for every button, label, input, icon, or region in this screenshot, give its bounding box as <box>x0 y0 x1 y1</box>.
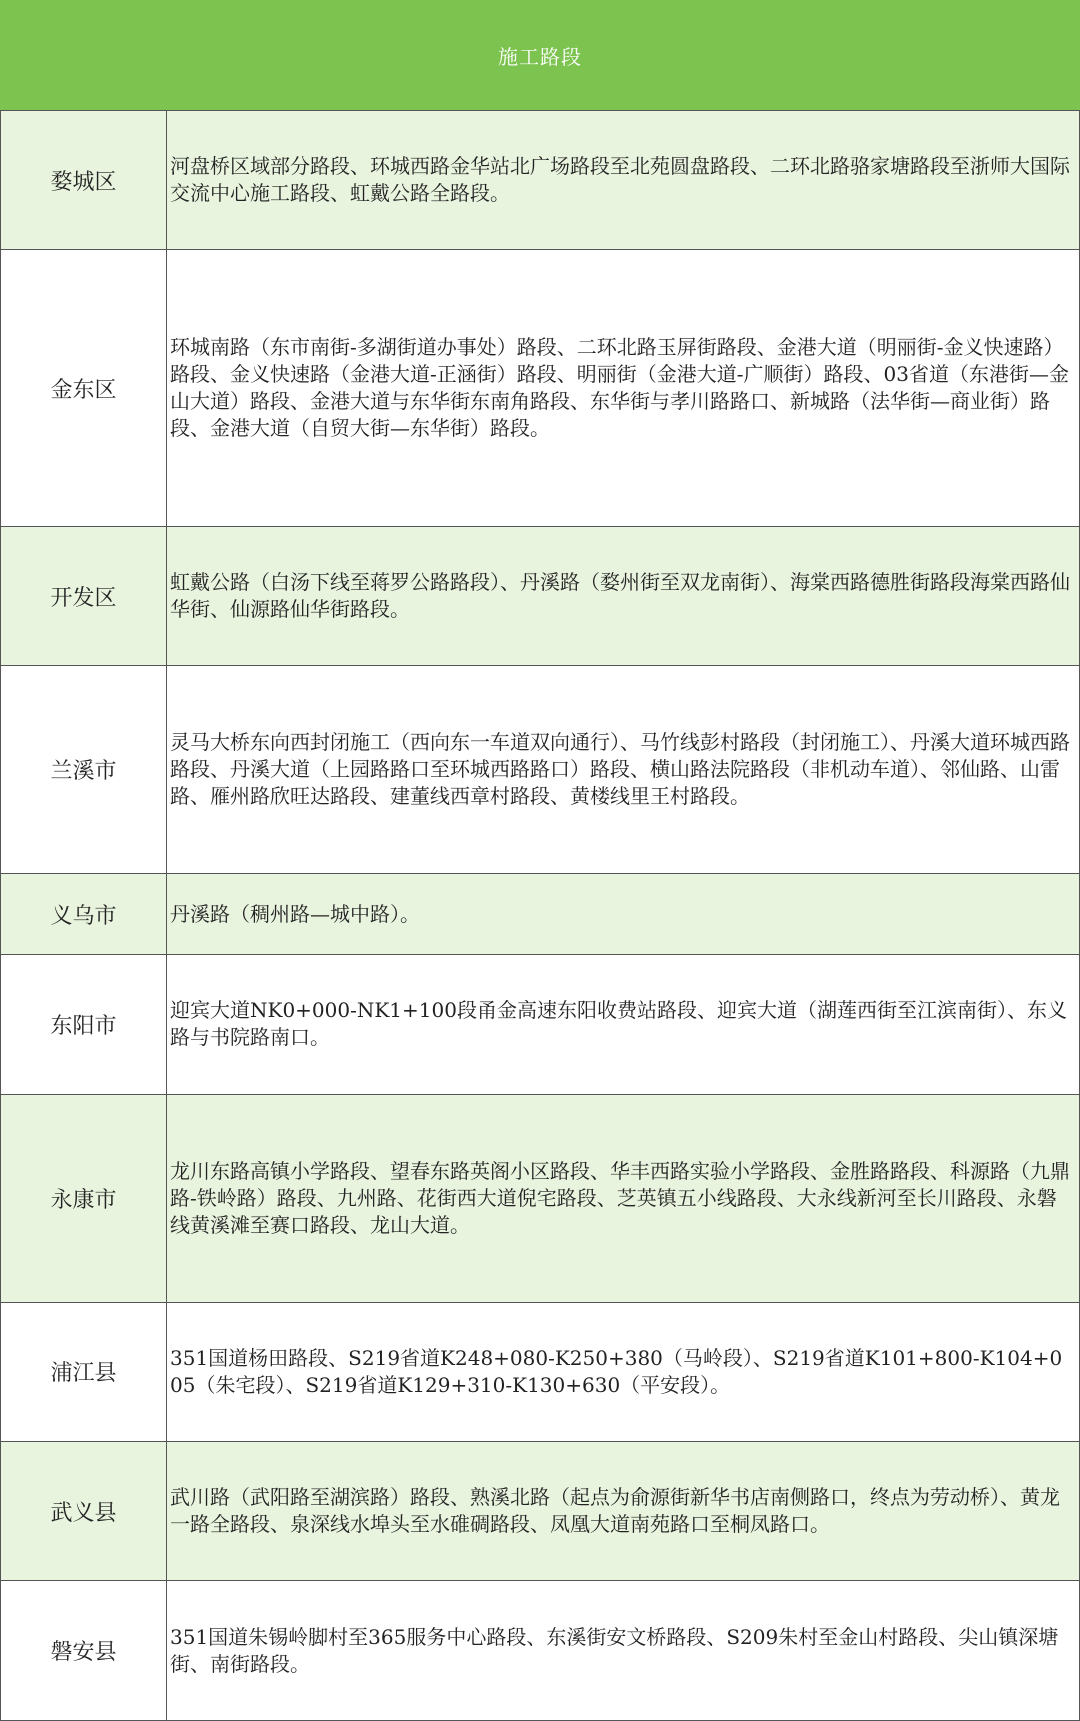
table-row <box>1 874 1080 955</box>
roads-cell: 虹戴公路（白汤下线至蒋罗公路路段）、丹溪路（婺州街至双龙南街）、海棠西路德胜街路段海棠西路仙华街、仙源路仙华街路段。 <box>167 526 1080 665</box>
district-cell: 义乌市 <box>1 874 167 955</box>
roads-cell: 环城南路（东市南街-多湖街道办事处）路段、二环北路玉屏街路段、金港大道（明丽街-金义快速路）路段、金义快速路（金港大道-正涵街）路段、明丽街（金港大道-广顺街）路段、03省道（东港街—金山大道）路段、金港大道与东华街东南角路段、东华街与孝川路路口、新城路（法华街—商业街）路段、金港大道（自贸大街—东华街）路段。 <box>167 250 1080 526</box>
district-cell: 永康市 <box>1 1094 167 1302</box>
roads-cell: 丹溪路（稠州路—城中路）。 <box>167 874 1080 955</box>
roads-cell: 武川路（武阳路至湖滨路）路段、熟溪北路（起点为俞源街新华书店南侧路口，终点为劳动桥）、黄龙一路全路段、泉深线水埠头至水碓碉路段、凤凰大道南苑路口至桐凤路口。 <box>167 1442 1080 1581</box>
district-cell: 浦江县 <box>1 1302 167 1441</box>
construction-table <box>0 110 1080 1721</box>
table-row <box>1 250 1080 526</box>
district-cell: 磐安县 <box>1 1581 167 1721</box>
district-cell: 兰溪市 <box>1 666 167 874</box>
roads-cell: 351国道杨田路段、S219省道K248+080-K250+380（马岭段）、S219省道K101+800-K104+005（朱宅段）、S219省道K129+310-K130+630（平安段）。 <box>167 1302 1080 1441</box>
table-row <box>1 1094 1080 1302</box>
district-cell: 婺城区 <box>1 111 167 250</box>
table-row <box>1 526 1080 665</box>
table-row <box>1 111 1080 250</box>
roads-cell: 灵马大桥东向西封闭施工（西向东一车道双向通行）、马竹线彭村路段（封闭施工）、丹溪大道环城西路路段、丹溪大道（上园路路口至环城西路路口）路段、横山路法院路段（非机动车道）、邻仙路、山雷路、雁州路欣旺达路段、建董线西章村路段、黄楼线里王村路段。 <box>167 666 1080 874</box>
district-cell: 武义县 <box>1 1442 167 1581</box>
table-row <box>1 955 1080 1094</box>
table-row <box>1 666 1080 874</box>
roads-cell: 迎宾大道NK0+000-NK1+100段甬金高速东阳收费站路段、迎宾大道（湖莲西街至江滨南街）、东义路与书院路南口。 <box>167 955 1080 1094</box>
table-row <box>1 1302 1080 1441</box>
table-header <box>0 0 1080 110</box>
district-cell: 金东区 <box>1 250 167 526</box>
header-title: 施工路段 <box>498 44 582 69</box>
table-row <box>1 1581 1080 1721</box>
table-row <box>1 1442 1080 1581</box>
roads-cell: 351国道朱锡岭脚村至365服务中心路段、东溪街安文桥路段、S209朱村至金山村路段、尖山镇深塘街、南街路段。 <box>167 1581 1080 1721</box>
district-cell: 东阳市 <box>1 955 167 1094</box>
roads-cell: 龙川东路高镇小学路段、望春东路英阁小区路段、华丰西路实验小学路段、金胜路路段、科源路（九鼎路-铁岭路）路段、九州路、花街西大道倪宅路段、芝英镇五小线路段、大永线新河至长川路段、永磐线黄溪滩至赛口路段、龙山大道。 <box>167 1094 1080 1302</box>
roads-cell: 河盘桥区域部分路段、环城西路金华站北广场路段至北苑圆盘路段、二环北路骆家塘路段至浙师大国际交流中心施工路段、虹戴公路全路段。 <box>167 111 1080 250</box>
district-cell: 开发区 <box>1 526 167 665</box>
